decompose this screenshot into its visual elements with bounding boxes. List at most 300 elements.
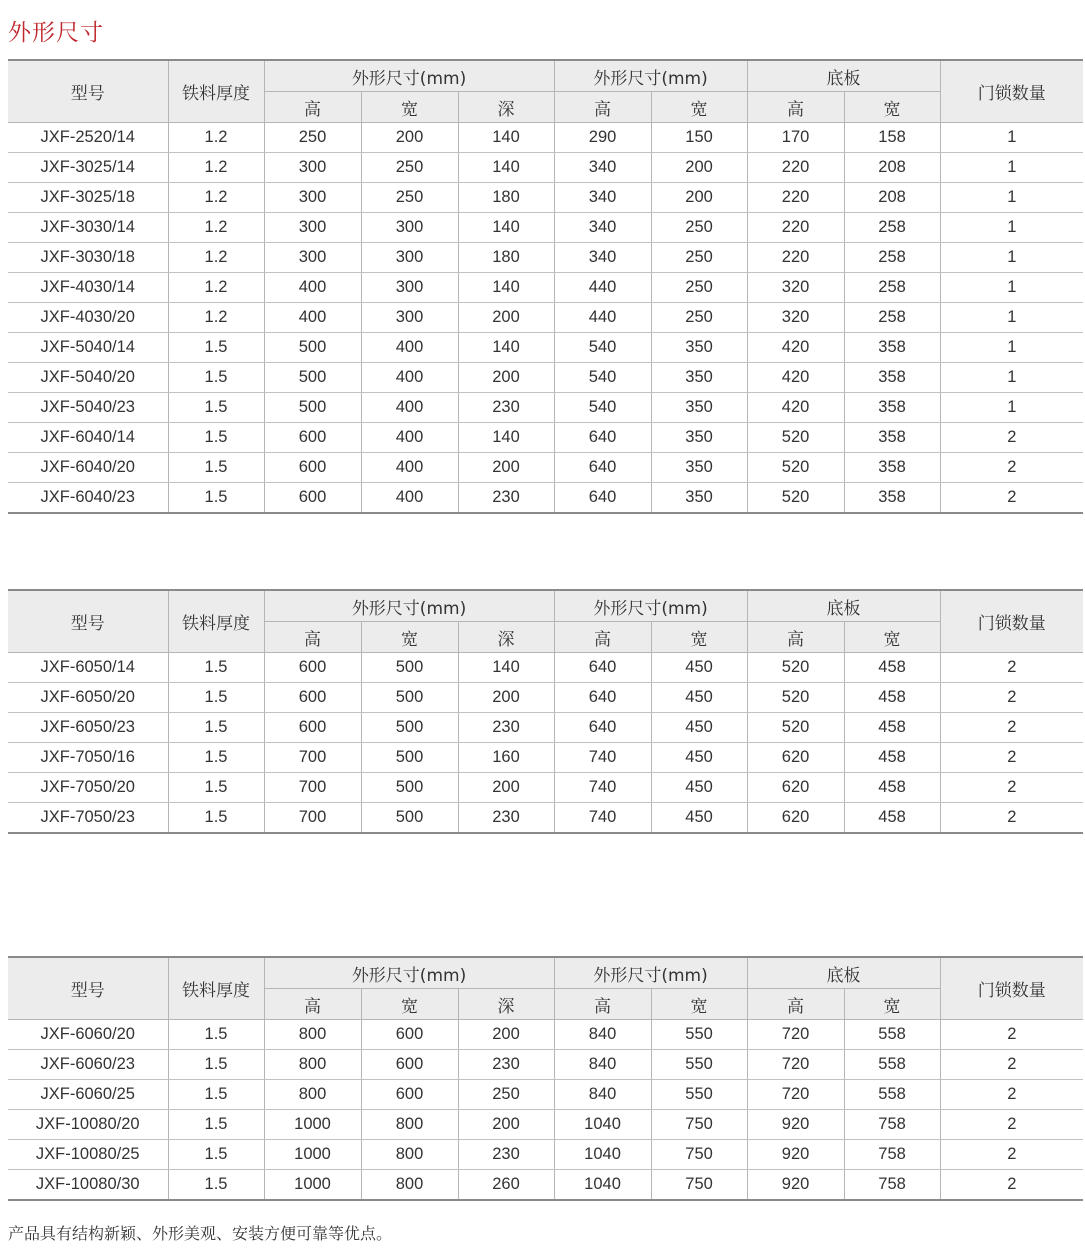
table-cell: 400	[361, 423, 458, 453]
header-thickness: 铁料厚度	[168, 957, 264, 1020]
table-cell: 140	[458, 123, 554, 153]
table-cell: 620	[747, 743, 844, 773]
table-cell: 600	[264, 683, 361, 713]
table-cell: 200	[651, 153, 747, 183]
table-cell: 600	[264, 483, 361, 514]
table-cell: 250	[361, 153, 458, 183]
table-cell: 1.5	[168, 1170, 264, 1201]
table-cell: JXF-3030/14	[8, 213, 168, 243]
table-cell: JXF-6040/14	[8, 423, 168, 453]
table-cell: 300	[361, 243, 458, 273]
header-width: 宽	[844, 92, 940, 123]
header-base-plate: 底板	[747, 60, 940, 92]
table-cell: 800	[361, 1110, 458, 1140]
table-cell: 300	[361, 273, 458, 303]
table-cell: 500	[361, 713, 458, 743]
table-cell: 800	[264, 1020, 361, 1050]
table-cell: 200	[458, 453, 554, 483]
table-cell: 1.5	[168, 713, 264, 743]
header-depth: 深	[458, 92, 554, 123]
table-cell: 160	[458, 743, 554, 773]
table-cell: 358	[844, 423, 940, 453]
table-cell: 1	[940, 393, 1083, 423]
table-cell: 258	[844, 213, 940, 243]
table-row	[8, 363, 1083, 393]
table-cell: 640	[554, 423, 651, 453]
table-cell: 440	[554, 273, 651, 303]
table-cell: 500	[264, 393, 361, 423]
table-cell: 1.5	[168, 1020, 264, 1050]
table-cell: 2	[940, 453, 1083, 483]
table-cell: 420	[747, 363, 844, 393]
table-cell: 250	[361, 183, 458, 213]
table-cell: 140	[458, 273, 554, 303]
header-lock-count: 门锁数量	[940, 590, 1083, 653]
header-height: 高	[554, 989, 651, 1020]
table-row	[8, 683, 1083, 713]
table-cell: 458	[844, 803, 940, 834]
table-cell: JXF-6060/20	[8, 1020, 168, 1050]
table-cell: 358	[844, 393, 940, 423]
table-row	[8, 1110, 1083, 1140]
table-row	[8, 1080, 1083, 1110]
table-cell: 600	[264, 423, 361, 453]
table-cell: 750	[651, 1170, 747, 1201]
table-cell: JXF-6050/20	[8, 683, 168, 713]
table-cell: 230	[458, 393, 554, 423]
table-cell: 350	[651, 453, 747, 483]
header-depth: 深	[458, 622, 554, 653]
page-title: 外形尺寸	[8, 20, 104, 46]
table-cell: 458	[844, 653, 940, 683]
table-cell: 158	[844, 123, 940, 153]
table-cell: 1.5	[168, 1050, 264, 1080]
header-depth: 深	[458, 989, 554, 1020]
table-cell: 2	[940, 1170, 1083, 1201]
table-cell: 558	[844, 1080, 940, 1110]
table-cell: 1.2	[168, 213, 264, 243]
table-cell: 250	[458, 1080, 554, 1110]
table-cell: 200	[651, 183, 747, 213]
table-cell: 840	[554, 1050, 651, 1080]
table-cell: 300	[264, 183, 361, 213]
table-cell: 2	[940, 803, 1083, 834]
table-cell: 600	[264, 453, 361, 483]
header-height: 高	[747, 622, 844, 653]
table-row	[8, 483, 1083, 514]
table-cell: 920	[747, 1140, 844, 1170]
table-cell: 1040	[554, 1110, 651, 1140]
table-cell: 420	[747, 393, 844, 423]
table-cell: 1.2	[168, 123, 264, 153]
header-base-plate: 底板	[747, 590, 940, 622]
table-cell: JXF-6040/23	[8, 483, 168, 514]
header-model: 型号	[8, 957, 168, 1020]
table-cell: 450	[651, 713, 747, 743]
table-cell: 140	[458, 653, 554, 683]
header-outer-dimensions: 外形尺寸(mm)	[264, 957, 554, 989]
table-cell: 300	[361, 303, 458, 333]
table-cell: JXF-6060/23	[8, 1050, 168, 1080]
table-cell: 620	[747, 773, 844, 803]
table-cell: 620	[747, 803, 844, 834]
table-cell: 2	[940, 1110, 1083, 1140]
table-cell: JXF-7050/20	[8, 773, 168, 803]
table-cell: 140	[458, 213, 554, 243]
table-cell: JXF-6060/25	[8, 1080, 168, 1110]
spec-table-1	[8, 59, 1083, 514]
header-width: 宽	[651, 622, 747, 653]
table-cell: 500	[361, 683, 458, 713]
table-cell: 450	[651, 743, 747, 773]
table-cell: 200	[361, 123, 458, 153]
table-cell: 1.2	[168, 153, 264, 183]
table-cell: 540	[554, 393, 651, 423]
table-row	[8, 243, 1083, 273]
table-cell: 600	[361, 1080, 458, 1110]
table-cell: JXF-6050/14	[8, 653, 168, 683]
table-cell: 400	[361, 483, 458, 514]
table-cell: 640	[554, 453, 651, 483]
table-cell: 208	[844, 153, 940, 183]
table-cell: 1	[940, 363, 1083, 393]
table-cell: 2	[940, 683, 1083, 713]
table-cell: 230	[458, 1050, 554, 1080]
table-cell: 520	[747, 453, 844, 483]
header-width: 宽	[361, 989, 458, 1020]
table-cell: 250	[651, 273, 747, 303]
header-outer-dimensions-2: 外形尺寸(mm)	[554, 590, 747, 622]
header-height: 高	[264, 622, 361, 653]
table-cell: 250	[651, 213, 747, 243]
header-width: 宽	[361, 622, 458, 653]
table-cell: 920	[747, 1110, 844, 1140]
table-cell: 1.5	[168, 363, 264, 393]
table-cell: 300	[264, 213, 361, 243]
table-cell: 180	[458, 243, 554, 273]
table-cell: 720	[747, 1050, 844, 1080]
table-cell: 600	[361, 1050, 458, 1080]
header-width: 宽	[844, 622, 940, 653]
table-cell: 1	[940, 303, 1083, 333]
table-cell: 458	[844, 773, 940, 803]
header-width: 宽	[651, 92, 747, 123]
table-cell: 290	[554, 123, 651, 153]
table-cell: 840	[554, 1080, 651, 1110]
table-cell: 758	[844, 1170, 940, 1201]
table-cell: JXF-3025/18	[8, 183, 168, 213]
table-cell: 220	[747, 153, 844, 183]
table-cell: 358	[844, 333, 940, 363]
table-cell: 220	[747, 243, 844, 273]
table-cell: JXF-10080/30	[8, 1170, 168, 1201]
table-cell: 230	[458, 483, 554, 514]
table-cell: 450	[651, 653, 747, 683]
table-cell: 258	[844, 273, 940, 303]
table-cell: 800	[361, 1140, 458, 1170]
table-cell: 350	[651, 423, 747, 453]
table-cell: 458	[844, 713, 940, 743]
table-cell: JXF-7050/23	[8, 803, 168, 834]
table-row	[8, 803, 1083, 834]
header-outer-dimensions-2: 外形尺寸(mm)	[554, 957, 747, 989]
table-cell: 260	[458, 1170, 554, 1201]
table-cell: 350	[651, 363, 747, 393]
table-cell: 520	[747, 653, 844, 683]
spec-table-3	[8, 956, 1083, 1201]
table-cell: 1	[940, 333, 1083, 363]
table-cell: 440	[554, 303, 651, 333]
table-cell: 2	[940, 1050, 1083, 1080]
table-cell: 600	[264, 713, 361, 743]
header-model: 型号	[8, 60, 168, 123]
table-row	[8, 423, 1083, 453]
table-cell: 1.2	[168, 303, 264, 333]
table-cell: 2	[940, 1080, 1083, 1110]
header-height: 高	[264, 989, 361, 1020]
table-cell: 2	[940, 653, 1083, 683]
table-cell: 800	[361, 1170, 458, 1201]
table-cell: 180	[458, 183, 554, 213]
table-cell: 800	[264, 1050, 361, 1080]
table-cell: JXF-5040/20	[8, 363, 168, 393]
table-cell: 1.5	[168, 1140, 264, 1170]
table-cell: 758	[844, 1140, 940, 1170]
table-cell: 700	[264, 743, 361, 773]
table-cell: 920	[747, 1170, 844, 1201]
table-cell: 740	[554, 743, 651, 773]
header-outer-dimensions-2: 外形尺寸(mm)	[554, 60, 747, 92]
table-row	[8, 743, 1083, 773]
table-cell: 740	[554, 773, 651, 803]
table-cell: 250	[651, 303, 747, 333]
table-cell: JXF-3030/18	[8, 243, 168, 273]
table-cell: 230	[458, 803, 554, 834]
table-cell: 550	[651, 1050, 747, 1080]
table-cell: 640	[554, 683, 651, 713]
table-cell: 350	[651, 483, 747, 514]
header-thickness: 铁料厚度	[168, 590, 264, 653]
table-cell: 500	[361, 743, 458, 773]
table-cell: 1000	[264, 1170, 361, 1201]
table-cell: 540	[554, 363, 651, 393]
header-height: 高	[554, 92, 651, 123]
table-cell: 200	[458, 363, 554, 393]
table-row	[8, 1020, 1083, 1050]
table-cell: 1.5	[168, 1080, 264, 1110]
table-cell: 258	[844, 303, 940, 333]
table-cell: 1040	[554, 1170, 651, 1201]
header-height: 高	[747, 92, 844, 123]
table-cell: 558	[844, 1050, 940, 1080]
table-cell: 1.2	[168, 273, 264, 303]
table-cell: 1.5	[168, 333, 264, 363]
table-cell: 400	[264, 303, 361, 333]
header-width: 宽	[651, 989, 747, 1020]
table-cell: 720	[747, 1020, 844, 1050]
table-cell: 520	[747, 683, 844, 713]
table-row	[8, 1140, 1083, 1170]
table-cell: 358	[844, 453, 940, 483]
table-row	[8, 393, 1083, 423]
table-cell: 358	[844, 363, 940, 393]
table-cell: 1040	[554, 1140, 651, 1170]
table-row	[8, 213, 1083, 243]
table-cell: 500	[361, 803, 458, 834]
table-cell: 250	[651, 243, 747, 273]
table-cell: 800	[264, 1080, 361, 1110]
table-cell: 1.5	[168, 683, 264, 713]
table-row	[8, 1050, 1083, 1080]
table-cell: 1.5	[168, 1110, 264, 1140]
table-cell: JXF-6040/20	[8, 453, 168, 483]
table-cell: 1.5	[168, 743, 264, 773]
table-cell: 2	[940, 713, 1083, 743]
table-cell: 550	[651, 1020, 747, 1050]
table-cell: 520	[747, 483, 844, 514]
table-cell: 220	[747, 213, 844, 243]
table-cell: 340	[554, 153, 651, 183]
table-row	[8, 773, 1083, 803]
header-lock-count: 门锁数量	[940, 957, 1083, 1020]
table-cell: 1.5	[168, 393, 264, 423]
table-cell: 400	[361, 363, 458, 393]
table-cell: 200	[458, 1020, 554, 1050]
table-cell: 550	[651, 1080, 747, 1110]
table-cell: 500	[361, 773, 458, 803]
table-cell: 400	[361, 393, 458, 423]
table-cell: 220	[747, 183, 844, 213]
table-cell: 420	[747, 333, 844, 363]
table-cell: 740	[554, 803, 651, 834]
table-cell: 140	[458, 423, 554, 453]
table-cell: 2	[940, 1140, 1083, 1170]
table-cell: 500	[264, 363, 361, 393]
header-width: 宽	[361, 92, 458, 123]
footer-note: 产品具有结构新颖、外形美观、安装方便可靠等优点。	[8, 1224, 393, 1243]
header-outer-dimensions: 外形尺寸(mm)	[264, 60, 554, 92]
table-row	[8, 123, 1083, 153]
table-cell: 1.2	[168, 243, 264, 273]
table-row	[8, 453, 1083, 483]
table-cell: 750	[651, 1140, 747, 1170]
table-cell: JXF-4030/20	[8, 303, 168, 333]
table-cell: 1	[940, 243, 1083, 273]
table-cell: 700	[264, 803, 361, 834]
table-cell: 350	[651, 333, 747, 363]
table-row	[8, 273, 1083, 303]
table-cell: 170	[747, 123, 844, 153]
table-cell: 520	[747, 423, 844, 453]
table-cell: 1.5	[168, 653, 264, 683]
header-thickness: 铁料厚度	[168, 60, 264, 123]
table-cell: 340	[554, 183, 651, 213]
table-cell: 340	[554, 243, 651, 273]
header-lock-count: 门锁数量	[940, 60, 1083, 123]
table-cell: 600	[264, 653, 361, 683]
table-cell: 140	[458, 153, 554, 183]
table-cell: 1.5	[168, 803, 264, 834]
table-cell: 200	[458, 683, 554, 713]
table-cell: 320	[747, 273, 844, 303]
table-cell: JXF-6050/23	[8, 713, 168, 743]
table-cell: 230	[458, 1140, 554, 1170]
table-cell: 720	[747, 1080, 844, 1110]
table-cell: 320	[747, 303, 844, 333]
table-cell: 300	[361, 213, 458, 243]
table-cell: 2	[940, 483, 1083, 514]
table-cell: 258	[844, 243, 940, 273]
table-cell: 250	[264, 123, 361, 153]
table-row	[8, 653, 1083, 683]
header-height: 高	[554, 622, 651, 653]
header-width: 宽	[844, 989, 940, 1020]
table-cell: 200	[458, 1110, 554, 1140]
header-height: 高	[264, 92, 361, 123]
table-cell: 458	[844, 683, 940, 713]
table-cell: JXF-7050/16	[8, 743, 168, 773]
table-cell: 840	[554, 1020, 651, 1050]
table-cell: 700	[264, 773, 361, 803]
table-cell: 340	[554, 213, 651, 243]
table-cell: 500	[264, 333, 361, 363]
spec-table-2	[8, 589, 1083, 834]
table-cell: 1000	[264, 1110, 361, 1140]
table-cell: 1.5	[168, 453, 264, 483]
table-cell: 358	[844, 483, 940, 514]
table-cell: 450	[651, 683, 747, 713]
table-cell: JXF-2520/14	[8, 123, 168, 153]
table-cell: 500	[361, 653, 458, 683]
table-cell: 208	[844, 183, 940, 213]
table-cell: 1	[940, 213, 1083, 243]
table-cell: 2	[940, 743, 1083, 773]
table-cell: 400	[361, 453, 458, 483]
header-outer-dimensions: 外形尺寸(mm)	[264, 590, 554, 622]
table-cell: JXF-4030/14	[8, 273, 168, 303]
table-cell: 200	[458, 773, 554, 803]
table-cell: JXF-3025/14	[8, 153, 168, 183]
table-cell: 400	[361, 333, 458, 363]
table-row	[8, 183, 1083, 213]
table-cell: 230	[458, 713, 554, 743]
table-cell: 1	[940, 153, 1083, 183]
table-row	[8, 713, 1083, 743]
table-cell: 1	[940, 183, 1083, 213]
table-row	[8, 303, 1083, 333]
table-cell: 450	[651, 803, 747, 834]
table-row	[8, 1170, 1083, 1201]
table-cell: 1000	[264, 1140, 361, 1170]
table-cell: 640	[554, 483, 651, 514]
table-cell: 300	[264, 153, 361, 183]
table-cell: 450	[651, 773, 747, 803]
table-cell: 350	[651, 393, 747, 423]
table-cell: 1.5	[168, 773, 264, 803]
table-cell: JXF-10080/20	[8, 1110, 168, 1140]
table-row	[8, 333, 1083, 363]
table-cell: 2	[940, 423, 1083, 453]
table-cell: 640	[554, 713, 651, 743]
table-cell: 140	[458, 333, 554, 363]
table-cell: 600	[361, 1020, 458, 1050]
table-cell: JXF-5040/23	[8, 393, 168, 423]
table-cell: 758	[844, 1110, 940, 1140]
table-cell: JXF-10080/25	[8, 1140, 168, 1170]
table-cell: 400	[264, 273, 361, 303]
header-height: 高	[747, 989, 844, 1020]
table-cell: 520	[747, 713, 844, 743]
